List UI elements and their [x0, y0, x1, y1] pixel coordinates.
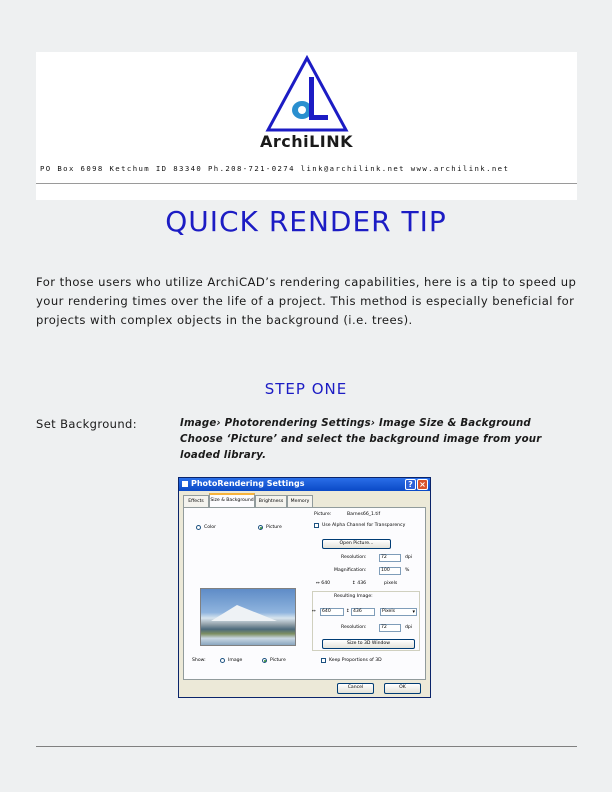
keep-proportions-checkbox[interactable] — [321, 658, 326, 663]
tab-size-background[interactable]: Size & Background — [209, 493, 255, 507]
magnification-unit: % — [405, 568, 410, 573]
alpha-checkbox[interactable] — [314, 523, 319, 528]
size-background-panel — [183, 507, 426, 680]
tab-memory[interactable]: Memory — [287, 495, 313, 507]
magnification-field[interactable]: 100 — [379, 567, 401, 575]
picture-option-label: Picture — [266, 525, 282, 530]
intro-paragraph: For those users who utilize ArchiCAD’s rendering capabilities, here is a tip to speed up your rendering times over the life of a project. This method is especially beneficial for projects with complex objects in the background (i.e. trees). — [36, 275, 577, 327]
step-heading: STEP ONE — [264, 380, 348, 398]
width-icon: ↔ — [312, 609, 316, 614]
keep-proportions-label: Keep Proportions of 3D — [329, 658, 382, 663]
tab-effects[interactable]: Effects — [183, 495, 209, 507]
resolution-unit: dpi — [405, 555, 413, 560]
color-option-label: Color — [204, 525, 216, 530]
background-preview-image — [200, 588, 296, 646]
header-divider — [36, 183, 577, 184]
page-title: QUICK RENDER TIP — [165, 205, 447, 238]
result-width-field[interactable]: 640 — [320, 608, 344, 616]
step-instruction — [180, 416, 580, 464]
show-picture-label: Picture — [270, 658, 286, 663]
alpha-label: Use Alpha Channel for Transparency — [322, 523, 406, 528]
resulting-image-label: Resulting Image: — [334, 594, 373, 599]
picture-label: Picture: — [314, 512, 332, 517]
cancel-button[interactable]: Cancel — [337, 683, 374, 694]
show-label: Show: — [192, 658, 206, 663]
show-picture-radio[interactable] — [262, 658, 267, 663]
letterhead — [36, 52, 577, 200]
picture-filename: Barnes66_1.tif — [347, 512, 381, 517]
dialog-titlebar[interactable] — [179, 478, 430, 491]
mountain-shape — [211, 605, 277, 621]
picture-radio[interactable] — [258, 525, 263, 530]
source-pixel-unit: pixels — [384, 581, 398, 586]
help-button[interactable]: ? — [405, 479, 416, 490]
result-resolution-unit: dpi — [405, 625, 413, 630]
step-label: Set Background: — [36, 417, 138, 431]
show-image-radio[interactable] — [220, 658, 225, 663]
open-picture-button[interactable]: Open Picture... — [322, 539, 391, 549]
source-height: ↕ 436 — [352, 581, 367, 586]
instruction-line-2: Choose ‘Picture’ and select the background image from your loaded library. — [180, 434, 542, 461]
app-icon — [182, 481, 188, 487]
resolution-label: Resolution: — [341, 555, 367, 560]
unit-select[interactable] — [380, 608, 417, 616]
result-resolution-label: Resolution: — [341, 625, 367, 630]
instruction-line-1: Image› Photorendering Settings› Image Size & Background — [180, 418, 531, 429]
color-radio[interactable] — [196, 525, 201, 530]
size-to-3d-window-button[interactable]: Size to 3D Window — [322, 639, 415, 649]
brand-name: ArchiLINK — [259, 132, 354, 151]
ok-button[interactable]: OK — [384, 683, 421, 694]
dialog-title: PhotoRendering Settings — [191, 479, 305, 488]
height-icon: ↕ — [346, 609, 350, 614]
close-button[interactable]: × — [417, 479, 428, 490]
result-height-field[interactable]: 436 — [351, 608, 375, 616]
archilink-logo — [265, 55, 349, 133]
magnification-label: Magnification: — [334, 568, 367, 573]
source-width: ↔ 640 — [316, 581, 331, 586]
footer-divider — [36, 746, 577, 747]
resolution-field[interactable]: 72 — [379, 554, 401, 562]
unit-select-value: Pixels — [382, 609, 396, 614]
tab-brightness[interactable]: Brightness — [255, 495, 287, 507]
photorendering-dialog — [178, 477, 431, 698]
chevron-down-icon: ▾ — [412, 609, 415, 615]
result-resolution-field[interactable]: 72 — [379, 624, 401, 632]
show-image-label: Image — [228, 658, 243, 663]
contact-line: PO Box 6098 Ketchum ID 83340 Ph.208-721-0274 link@archilink.net www.archilink.net — [40, 164, 510, 173]
